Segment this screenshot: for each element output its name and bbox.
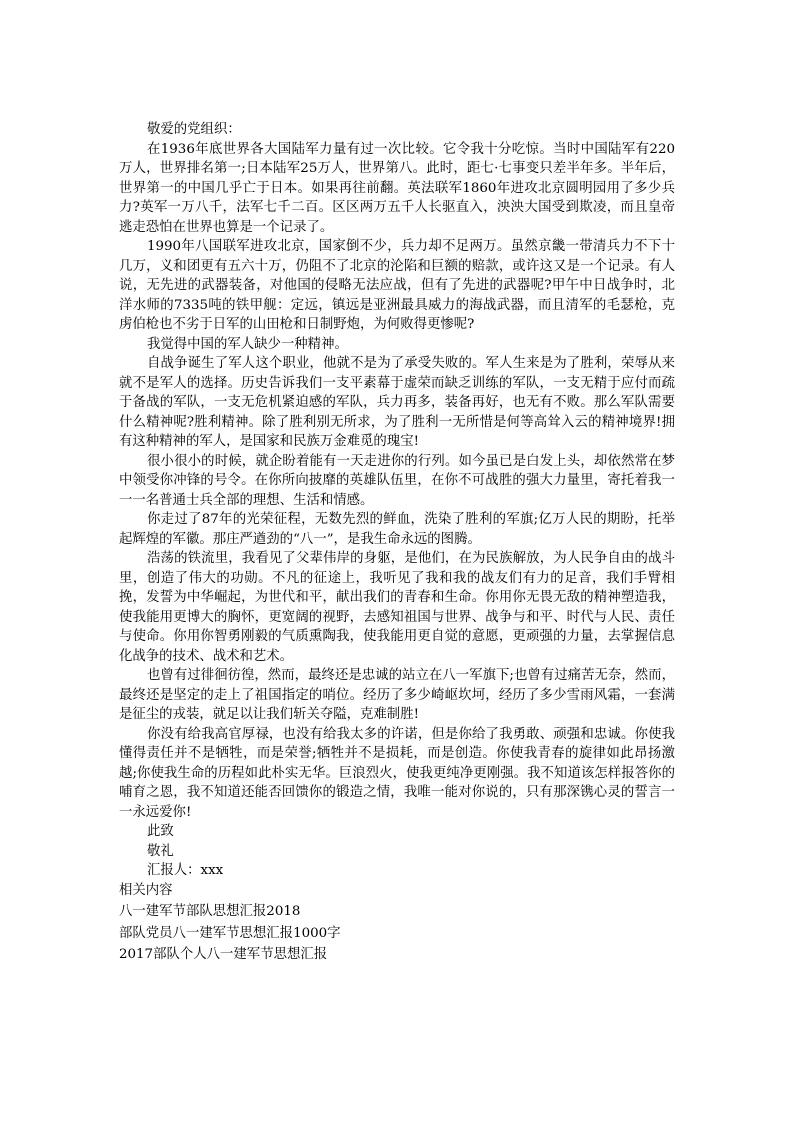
paragraph-2: 1990年八国联军进攻北京，国家倒不少，兵力却不足两万。虽然京畿一带清兵力不下十几万，义和团更有五六十万，仍阻不了北京的沦陷和巨额的赔款，或许这又是一个记录。有人说，无先进的武器装备，对他国的侵略无法应战，但有了先进的武器呢?甲午中日战争时，北洋水师的7335吨的铁甲舰：定远，镇远是亚洲最具威力的海战武器，而且清军的毛瑟枪，克虏伯枪也不劣于日军的山田枪和日制野炮，为何败得更惨呢? — [119, 239, 675, 332]
related-content-title: 相关内容 — [119, 882, 173, 898]
paragraph-1: 在1936年底世界各大国陆军力量有过一次比较。它令我十分吃惊。当时中国陆军有220万人，世界排名第一;日本陆军25万人，世界第八。此时，距七·七事变只差半年多。半年后，世界第一的中国几乎亡于日本。如果再往前翻。英法联军1860年进攻北京圆明园用了多少兵力?英军一万八千，法军七千二百。区区两万五千人长驱直入，泱泱大国受到欺凌，而且皇帝逃走恐怕在世界也算是一个记录了。 — [119, 141, 675, 235]
paragraph-5: 很小很小的时候，就企盼着能有一天走进你的行列。如今虽已是白发上头，却依然常在梦中领受你冲锋的号令。在你所向披靡的英雄队伍里，在你不可战胜的强大力量里，寄托着我一一一名普通士兵全部的理想、生活和情感。 — [119, 453, 675, 508]
closing-greeting: 此致 — [147, 824, 174, 839]
related-link-1[interactable]: 八一建军节部队思想汇报2018 — [119, 904, 301, 919]
paragraph-8: 也曾有过徘徊彷徨，然而，最终还是忠诚的站立在八一军旗下;也曾有过痛苦无奈，然而，最终还是坚定的走上了祖国指定的哨位。经历了多少崎岖坎坷，经历了多少雪雨风霜，一套满是征尘的戎装，就足以让我们斩关夺隘，克难制胜! — [119, 668, 675, 722]
paragraph-9: 你没有给我高官厚禄，也没有给我太多的许诺，但是你给了我勇敢、顽强和忠诚。你使我懂得责任并不是牺牲，而是荣誉;牺牲并不是损耗，而是创造。你使我青春的旋律如此昂扬激越;你使我生命的历程如此朴实无华。巨浪烈火，使我更纯净更刚强。我不知道该怎样报答你的哺育之恩，我不知道还能否回馈你的锻造之情，我唯一能对你说的，只有那深镌心灵的誓言一一永远爱你! — [119, 726, 675, 820]
paragraph-7: 浩荡的铁流里，我看见了父辈伟岸的身躯，是他们，在为民族解放，为人民争自由的战斗里，创造了伟大的功勋。不凡的征途上，我听见了我和我的战友们有力的足音，我们手臂相挽，发誓为中华崛起，为世代和平，献出我们的青春和生命。你用你无畏无敌的精神塑造我，使我能用更博大的胸怀，更宽阔的视野，去感知祖国与世界、战争与和平、时代与人民、责任与使命。你用你智勇刚毅的气质熏陶我，使我能用更自觉的意愿，更顽强的力量，去掌握信息化战争的技术、战术和艺术。 — [119, 551, 675, 664]
related-content-section — [119, 881, 675, 965]
paragraph-3: 我觉得中国的军人缺少一种精神。 — [147, 336, 348, 352]
salutation: 敬爱的党组织： — [147, 122, 241, 137]
closing-salute: 敬礼 — [147, 843, 174, 859]
reporter-signature: 汇报人：xxx — [147, 863, 224, 878]
related-link-3[interactable]: 2017部队个人八一建军节思想汇报 — [119, 947, 328, 962]
document-page — [119, 120, 675, 965]
paragraph-6: 你走过了87年的光荣征程，无数先烈的鲜血，洗染了胜利的军旗;亿万人民的期盼，托举起辉煌的军徽。那庄严遒劲的“八一”，是我生命永远的图腾。 — [119, 512, 675, 547]
paragraph-4: 自战争诞生了军人这个职业，他就不是为了承受失败的。军人生来是为了胜利，荣辱从来就不是军人的选择。历史告诉我们一支平素幕于虚荣而缺乏训练的军队，一支无精于应付而疏于备战的军队，一支无危机紧迫感的军队，兵力再多，装备再好，也无有不败。那么军队需要什么精神呢?胜利精神。除了胜利别无所求，为了胜利一无所惜是何等高耸入云的精神境界!拥有这种精神的军人，是国家和民族万金难觅的瑰宝! — [119, 356, 675, 449]
related-link-2[interactable]: 部队党员八一建军节思想汇报1000字 — [119, 925, 341, 941]
